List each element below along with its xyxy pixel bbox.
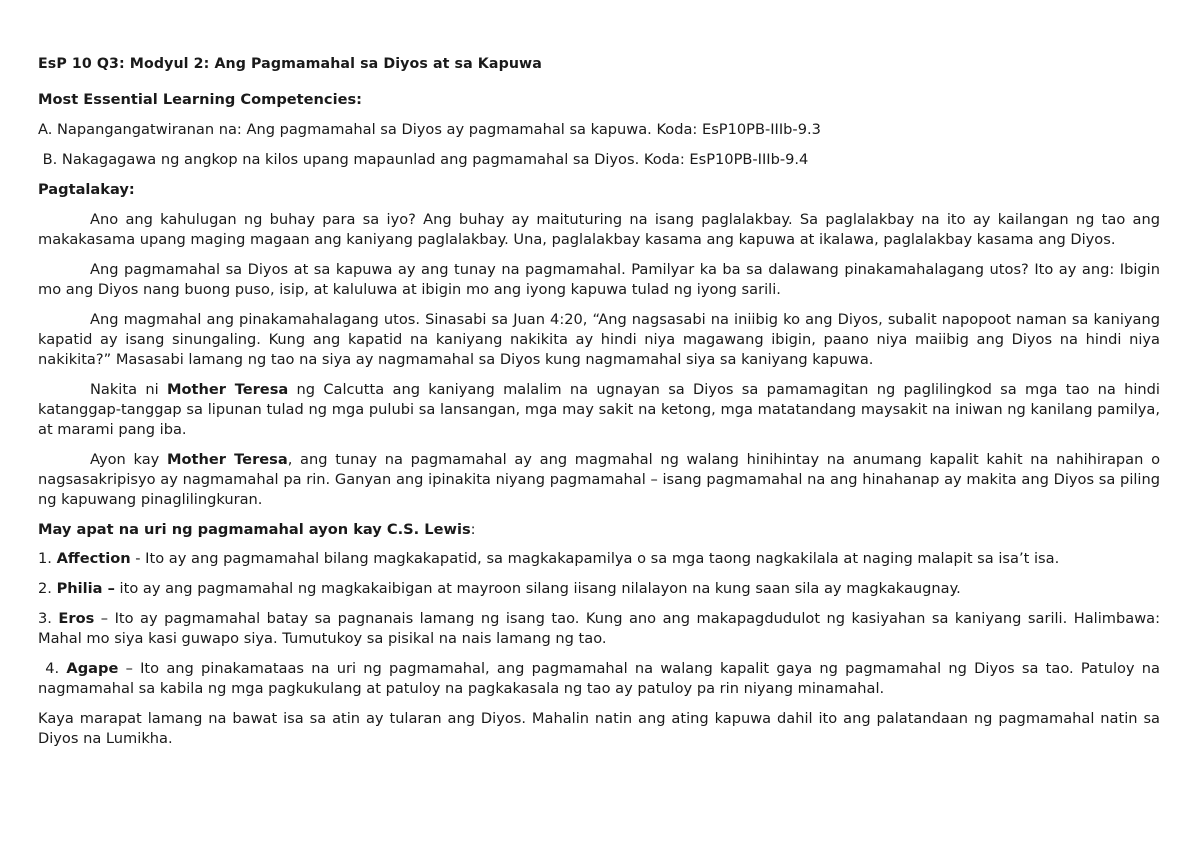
p4-post: ng Calcutta ang kaniyang malalim na ugnayan sa Diyos sa pamamagitan ng paglilingkod sa mga tao na hindi katanggap-tanggap sa lipunan tulad ng mga pulubi sa lansangan, mga may sakit na ketong, mga matatandang maysakit na iniwan ng kanilang pamilya, at marami pang iba.	[38, 381, 1160, 438]
competency-a: A. Napangangatwiranan na: Ang pagmamahal sa Diyos ay pagmamahal sa kapuwa. Koda: EsP10PB-IIIb-9.3	[38, 121, 821, 138]
p5-post: , ang tunay na pagmamahal ay ang magmahal ng walang hinihintay na anumang kapalit kahit na nahihirapan o nagsasakripisyo ay nagmamahal pa rin. Ganyan ang ipinakita niyang pagmamahal – isang pagmamahal na ang hinahanap ay makita ang Diyos sa piling ng kapuwang pinaglilingkuran.	[38, 451, 1160, 508]
type-text: ito ay ang pagmamahal ng magkakaibigan at mayroon silang iisang nilalayon na kung saan sila ay magkakaugnay.	[114, 580, 961, 597]
paragraph-true-love: Ang pagmamahal sa Diyos at sa kapuwa ay ang tunay na pagmamahal. Pamilyar ka ba sa dalawang pinakamahalagang utos? Ito ay ang: Ibigin mo ang Diyos nang buong puso, isip, at kaluluwa at ibigin mo ang iyong kapuwa tulad ng iyong sarili.	[38, 261, 1160, 298]
type-name: Agape	[66, 660, 119, 677]
p5-pre: Ayon kay	[90, 451, 167, 468]
module-title: EsP 10 Q3: Modyul 2: Ang Pagmamahal sa Diyos at sa Kapuwa	[38, 56, 542, 72]
paragraph-mother-teresa-love	[38, 450, 1160, 510]
love-type-agape	[38, 659, 1160, 699]
competency-b: B. Nakagagawa ng angkop na kilos upang mapaunlad ang pagmamahal sa Diyos. Koda: EsP10PB-IIIb-9.4	[38, 151, 809, 168]
type-text: – Ito ay pagmamahal batay sa pagnanais lamang ng isang tao. Kung ano ang makapagdudulot ng kasiyahan sa kaniyang sarili. Halimbawa: Mahal mo siya kasi guwapo siya. Tumutukoy sa pisikal na nais lamang ng tao.	[38, 610, 1160, 647]
type-number: 4.	[38, 660, 67, 677]
conclusion-paragraph: Kaya marapat lamang na bawat isa sa atin ay tularan ang Diyos. Mahalin natin ang ating kapuwa dahil ito ang palatandaan ng pagmamahal natin sa Diyos na Lumikha.	[38, 710, 1160, 747]
discussion-heading: Pagtalakay:	[38, 181, 135, 198]
paragraph-mother-teresa-service	[38, 380, 1160, 440]
types-heading-colon: :	[470, 521, 476, 538]
type-name: Affection	[56, 550, 131, 567]
types-heading: May apat na uri ng pagmamahal ayon kay C.S. Lewis	[38, 521, 471, 538]
p4-name: Mother Teresa	[166, 381, 289, 398]
paragraph-greatest-commandment: Ang magmahal ang pinakamahalagang utos. Sinasabi sa Juan 4:20, “Ang nagsasabi na iniibig ko ang Diyos, subalit napopoot naman sa kaniyang kapatid ay isang sinungaling. Kung ang kapatid na kaniyang nakikita ay hindi niya magawang ibigin, paano niya maiibig ang Diyos na hindi niya nakikita?” Masasabi lamang ng tao na siya ay nagmamahal sa Diyos kung nagmamahal siya sa kaniyang kapuwa.	[38, 311, 1160, 368]
love-type-philia	[38, 579, 1160, 599]
type-name: Philia –	[56, 580, 115, 597]
p5-name: Mother Teresa	[167, 451, 288, 468]
paragraph-journey: Ano ang kahulugan ng buhay para sa iyo? Ang buhay ay maituturing na isang paglalakbay. Sa paglalakbay na ito ay kailangan ng tao ang makakasama upang maging magaan ang kaniyang paglalakbay. Una, paglalakbay kasama ang kapuwa at ikalawa, paglalakbay kasama ang Diyos.	[38, 211, 1160, 248]
type-text: – Ito ang pinakamataas na uri ng pagmamahal, ang pagmamahal na walang kapalit gaya ng pagmamahal ng Diyos sa tao. Patuloy na nagmamahal sa kabila ng mga pagkukulang at patuloy na pagkakasala ng tao ay patuloy pa rin niyang minamahal.	[38, 660, 1160, 697]
type-number: 1.	[38, 550, 57, 567]
type-text: - Ito ay ang pagmamahal bilang magkakapatid, sa magkakapamilya o sa mga taong nagkakilala at naging malapit sa isa’t isa.	[130, 550, 1060, 567]
type-number: 3.	[38, 610, 59, 627]
mel-heading: Most Essential Learning Competencies:	[38, 91, 363, 108]
p4-pre: Nakita ni	[90, 381, 167, 398]
type-name: Eros	[58, 610, 95, 627]
love-type-affection	[38, 549, 1160, 569]
document-body	[38, 56, 1160, 759]
love-type-eros	[38, 609, 1160, 649]
type-number: 2.	[38, 580, 57, 597]
types-heading-line	[38, 520, 1160, 540]
